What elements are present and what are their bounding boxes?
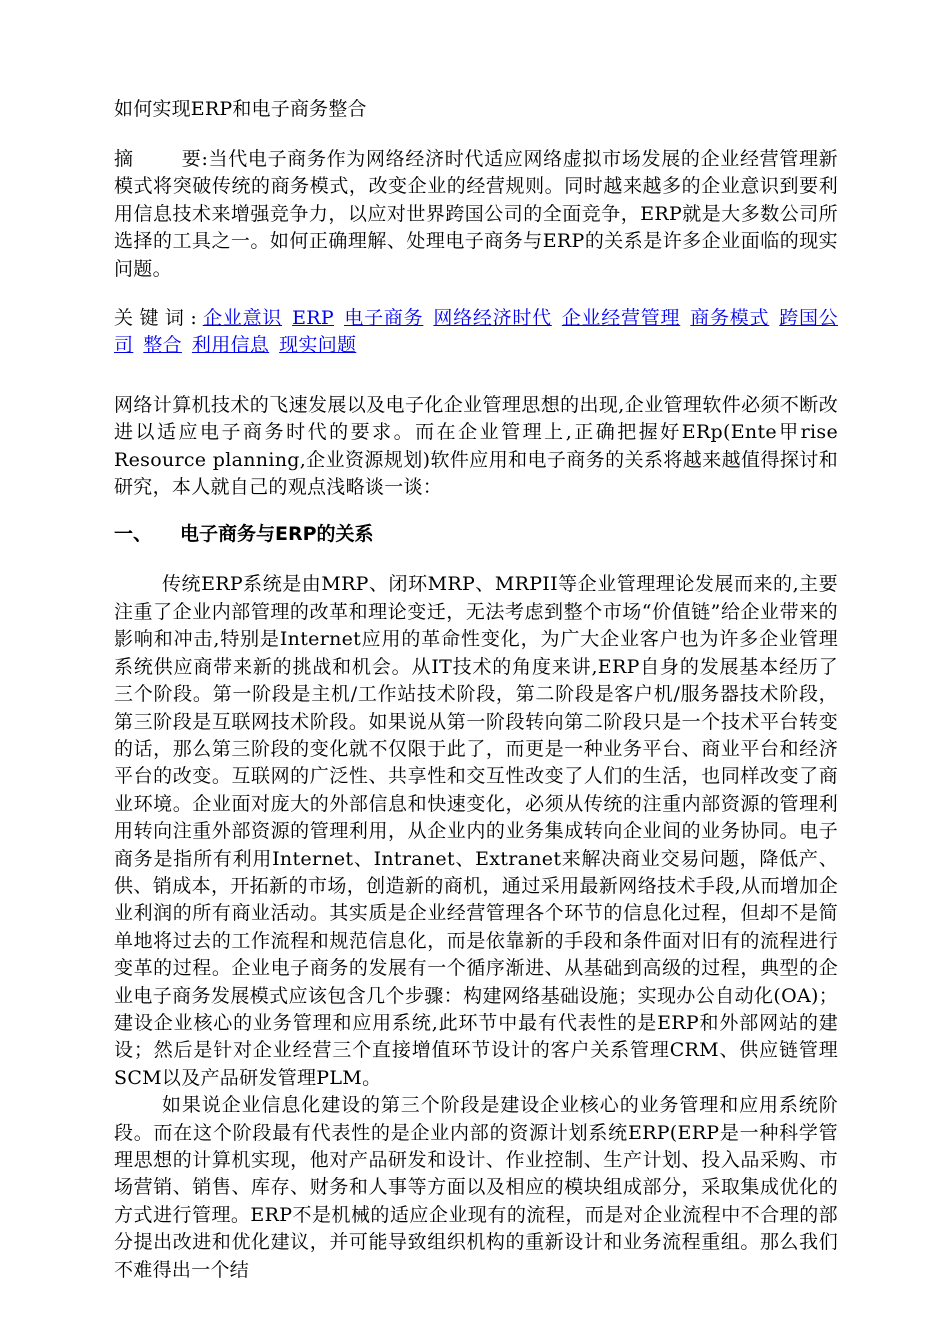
keyword-link[interactable]: 现实问题 — [279, 334, 357, 357]
document-title: 如何实现ERP和电子商务整合 — [114, 98, 367, 120]
keywords-label: 关键词: — [114, 307, 203, 330]
keyword-link[interactable]: 企业经营管理 — [561, 307, 681, 330]
abstract-text: 当代电子商务作为网络经济时代适应网络虚拟市场发展的企业经营管理新模式将突破传统的商务模式，改变企业的经营规则。同时越来越多的企业意识到要利用信息技术来增强竞争力，以应对世界跨国公司的全面竞争，ERP就是大多数公司所选择的工具之一。如何正确理解、处理电子商务与ERP的关系是许多企业面临的现实问题。 — [114, 148, 838, 280]
keyword-link[interactable]: 利用信息 — [191, 334, 270, 357]
section-heading — [114, 521, 838, 547]
keyword-link[interactable]: 商务模式 — [690, 307, 770, 330]
body-paragraph-1: 传统ERP系统是由MRP、闭环MRP、MRPII等企业管理理论发展而来的,主要注重了企业内部管理的改革和理论变迁，无法考虑到整个市场“价值链”给企业带来的影响和冲击,特别是Internet应用的革命性变化，为广大企业客户也为许多企业管理系统供应商带来新的挑战和机会。从IT技术的角度来讲,ERP自身的发展基本经历了三个阶段。第一阶段是主机/工作站技术阶段，第二阶段是客户机/服务器技术阶段，第三阶段是互联网技术阶段。如果说从第一阶段转向第二阶段只是一个技术平台转变的话，那么第三阶段的变化就不仅限于此了，而更是一种业务平台、商业平台和经济平台的改变。互联网的广泛性、共享性和交互性改变了人们的生活，也同样改变了商业环境。企业面对庞大的外部信息和快速变化，必须从传统的注重内部资源的管理利用转向注重外部资源的管理利用，从企业内的业务集成转向企业间的业务协同。电子商务是指所有利用Internet、Intranet、Extranet来解决商业交易问题，降低产、供、销成本，开拓新的市场，创造新的商机，通过采用最新网络技术手段,从而增加企业利润的所有商业活动。其实质是企业经营管理各个环节的信息化过程，但却不是简单地将过去的工作流程和规范信息化，而是依靠新的手段和条件面对旧有的流程进行变革的过程。企业电子商务的发展有一个循序渐进、从基础到高级的过程，典型的企业电子商务发展模式应该包含几个步骤：构建网络基础设施；实现办公自动化(OA)；建设企业核心的业务管理和应用系统,此环节中最有代表性的是ERP和外部网站的建设；然后是针对企业经营三个直接增值环节设计的客户关系管理CRM、供应链管理SCM以及产品研发管理PLM。 — [114, 573, 838, 1089]
keyword-link[interactable]: 整合 — [143, 334, 182, 357]
abstract-label: 摘 — [114, 148, 134, 170]
keyword-link[interactable]: ERP — [292, 307, 334, 330]
body-paragraph-2: 如果说企业信息化建设的第三个阶段是建设企业核心的业务管理和应用系统阶段。而在这个阶段最有代表性的是企业内部的资源计划系统ERP(ERP是一种科学管理思想的计算机实现，他对产品研发和设计、作业控制、生产计划、投入品采购、市场营销、销售、库存、财务和人事等方面以及相应的模块组成部分，采取集成优化的方式进行管理。ERP不是机械的适应企业现有的流程，而是对企业流程中不合理的部分提出改进和优化建议，并可能导致组织机构的重新设计和业务流程重组。那么我们不难得出一个结 — [114, 1094, 838, 1281]
section-title: 电子商务与ERP的关系 — [180, 523, 374, 546]
abstract-label-2: 要: — [181, 148, 209, 170]
abstract-paragraph — [114, 146, 838, 283]
keyword-link[interactable]: 跨国公司 — [114, 307, 838, 357]
keyword-link[interactable]: 网络经济时代 — [433, 307, 552, 330]
intro-paragraph: 网络计算机技术的飞速发展以及电子化企业管理思想的出现,企业管理软件必须不断改进以适应电子商务时代的要求。而在企业管理上,正确把握好ERp(Ente甲rise Resource planning,企业资源规划)软件应用和电子商务的关系将越来越值得探讨和研究，本人就自己的观点浅略谈一谈： — [114, 393, 838, 499]
keywords-paragraph — [114, 305, 838, 360]
keyword-link[interactable]: 企业意识 — [202, 307, 283, 330]
section-number: 一、 — [114, 523, 153, 546]
document-page — [114, 96, 838, 1284]
keyword-link[interactable]: 电子商务 — [343, 307, 424, 330]
